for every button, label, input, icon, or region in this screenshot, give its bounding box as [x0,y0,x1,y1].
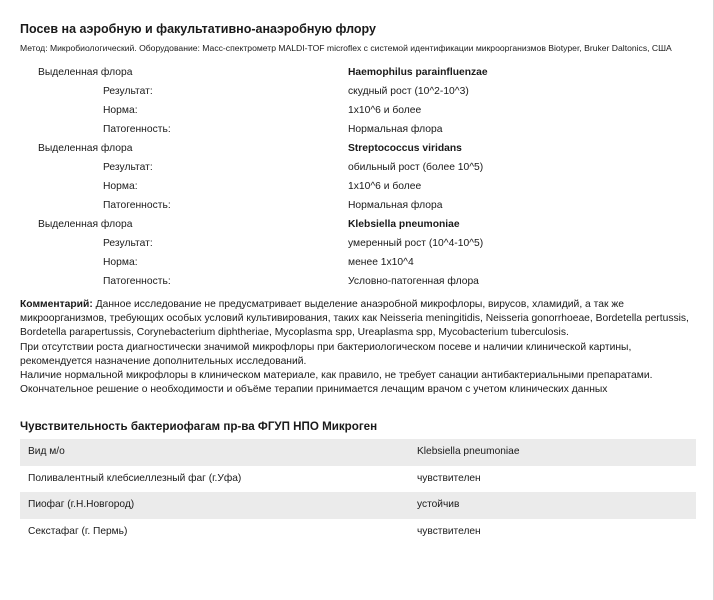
result-value: умеренный рост (10^4-10^5) [348,238,484,249]
phage-name: Секстафаг (г. Пермь) [28,526,128,538]
norm-value: 1x10^6 и более [348,181,422,192]
column-header-klebsiella: Klebsiella pneumoniae [417,446,520,457]
sensitivity-title: Чувствительность бактериофагам пр-ва ФГУП НПО Микроген [20,420,378,433]
result-value: скудный рост (10^2-10^3) [348,86,469,97]
organism-name: Klebsiella pneumoniae [348,219,460,230]
flora-row [0,140,714,159]
flora-label: Выделенная флора [38,143,133,154]
pathogenicity-row [0,121,714,140]
table-row [20,466,696,493]
flora-results [0,64,714,292]
flora-label: Выделенная флора [38,67,133,78]
result-row [0,83,714,102]
result-row [0,235,714,254]
norm-label: Норма: [103,181,138,192]
comment-block [20,298,700,397]
comment-paragraph: Наличие нормальной микрофлоры в клиническом материале, как правило, не требует санации антибактериальными препаратами. Окончательное решение о необходимости и объёме терапии принимается лечащим врачом с учетом клинических данных [20,370,653,396]
organism-name: Streptococcus viridans [348,143,462,154]
flora-row [0,216,714,235]
comment-text: Данное исследование не предусматривает выделение анаэробной микрофлоры, вирусов, хламидий, а так же микроорганизмов, требующих особых условий культивирования, таких как Neisseria meningitidis, Neisseria gonorrhoeae, Bordetella pertussis, Bordetella parapertussis, Corynebacterium diphtheriae, Mycoplasma spp, Ureaplasma spp, Mycobacterium tuberculosis. [20,299,689,339]
flora-label: Выделенная флора [38,219,133,230]
section-title: Посев на аэробную и факультативно-анаэробную флору [20,22,376,36]
result-row [0,159,714,178]
method-line: Метод: Микробиологический. Оборудование: Масс-спектрометр MALDI-TOF microflex с системой идентификации микроорганизмов Biotyper, Bruker Daltonics, США [20,43,672,53]
table-row [20,492,696,519]
sensitivity-value: чувствителен [417,526,481,538]
norm-row [0,178,714,197]
norm-value: менее 1x10^4 [348,257,414,268]
phage-name: Поливалентный клебсиеллезный фаг (г.Уфа) [28,472,242,484]
pathogenicity-label: Патогенность: [103,276,171,287]
norm-label: Норма: [103,257,138,268]
sensitivity-table [20,439,696,546]
pathogenicity-value: Нормальная флора [348,200,443,211]
result-label: Результат: [103,238,153,249]
pathogenicity-value: Нормальная флора [348,124,443,135]
result-value: обильный рост (более 10^5) [348,162,484,173]
phage-name: Пиофаг (г.Н.Новгород) [28,499,135,511]
sensitivity-value: устойчив [417,499,460,511]
organism-name: Haemophilus parainfluenzae [348,67,488,78]
flora-row [0,64,714,83]
pathogenicity-label: Патогенность: [103,124,171,135]
norm-row [0,254,714,273]
column-header-organism: Вид м/о [28,446,65,457]
pathogenicity-value: Условно-патогенная флора [348,276,479,287]
result-label: Результат: [103,162,153,173]
table-row [20,519,696,546]
norm-row [0,102,714,121]
comment-paragraph [20,298,700,341]
norm-value: 1x10^6 и более [348,105,422,116]
pathogenicity-label: Патогенность: [103,200,171,211]
comment-paragraph: При отсутствии роста диагностически значимой микрофлоры при бактериологическом посеве и наличии клинической картины, рекомендуется назначение дополнительных исследований. [20,341,632,367]
result-label: Результат: [103,86,153,97]
pathogenicity-row [0,197,714,216]
norm-label: Норма: [103,105,138,116]
table-header-row [20,439,696,466]
pathogenicity-row [0,273,714,292]
sensitivity-value: чувствителен [417,472,481,484]
comment-label: Комментарий: [20,299,93,310]
